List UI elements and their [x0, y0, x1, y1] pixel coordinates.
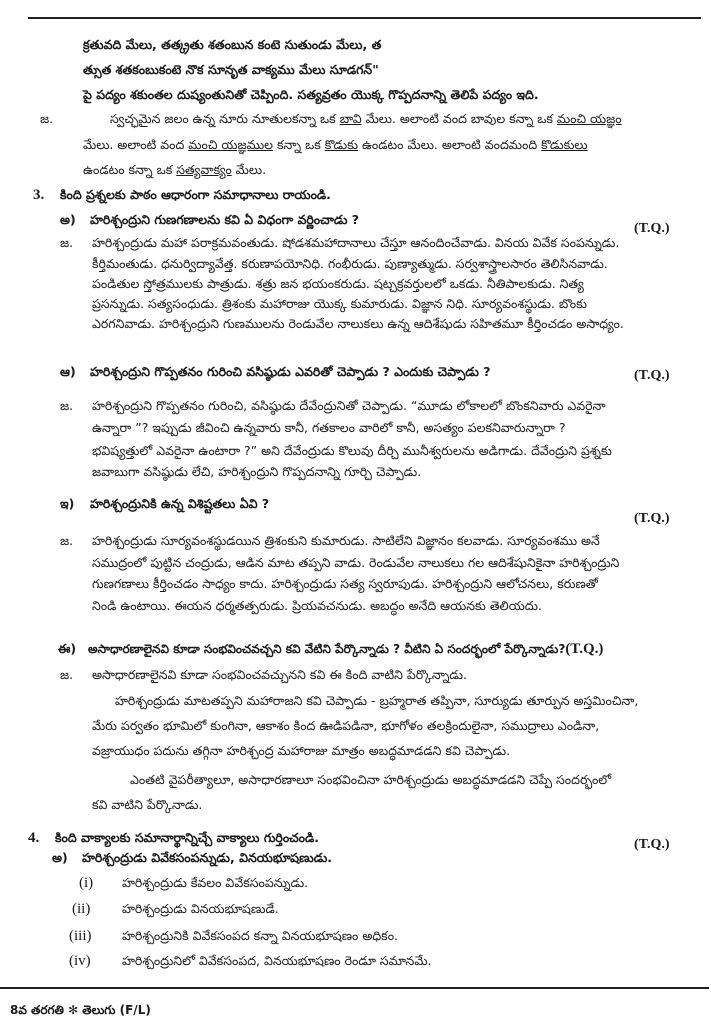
tq-label: (T.Q.) — [634, 221, 670, 236]
answer-marker: జ. — [60, 533, 74, 548]
section-heading: కింది వాక్యాలకు సమానార్థాన్నిచ్చే వాక్యాలు గుర్తించండి. — [55, 830, 320, 845]
meaning-line-2 — [83, 136, 588, 154]
text: మేలు. — [231, 162, 267, 177]
text: మేలు. అలాంటి వంద బావుల కన్నా ఒక — [361, 111, 557, 126]
underlined-word: మంచి యజ్ఞముల — [188, 137, 274, 152]
answer-line: ఎంతటి వైపరీత్యాలూ, అసాధారణాలూ సంభవించినా హరిశ్చంద్రుడు అబద్ధమాడడని చెప్పే సందర్భంలో — [130, 772, 612, 787]
option-label: (ii) — [72, 901, 91, 917]
poem-line-1: క్రతువది మేలు, తత్క్రతు శతంబున కంటె సుతుండు మేలు, త — [83, 37, 382, 52]
answer-line: గుణగణాలు కీర్తించడం సాధ్యం కాదు. హరిశ్చంద్రుడు సత్య స్వరూపుడు. హరిశ్చంద్రుని ఆలోచనలు, కరుణతో — [92, 576, 598, 591]
section-heading: కింది ప్రశ్నలకు పాఠం ఆధారంగా సమాధానాలు రాయండి. — [60, 187, 331, 202]
answer-marker: జ. — [40, 111, 54, 126]
question-number: 4. — [28, 830, 40, 846]
answer-marker: జ. — [60, 667, 74, 682]
text: మేలు. అలాంటి వంద — [83, 137, 189, 152]
answer-line: ఎరగనివాడు. హరిశ్చంద్రుని గుణములను రెండువేల నాలుకలు ఉన్న ఆదిశేషుడు సహితమూ కీర్తించడం అసాధ్యం. — [92, 316, 624, 331]
answer-line: హరిశ్చంద్రుడు సూర్యవంశస్థుడయిన త్రిశంకుని కుమారుడు. సాటిలేని విజ్ఞానం కలవాడు. సూర్యవంశము అనే — [92, 533, 600, 548]
question-text — [88, 640, 603, 658]
question-text: హరిశ్చంద్రుని గొప్పతనం గురించి వసిష్ఠుడు ఎవరితో చెప్పాడు ? ఎందుకు చెప్పాడు ? — [90, 364, 491, 379]
meaning-line-3 — [83, 161, 266, 179]
tq-label: (T.Q.) — [565, 641, 604, 657]
footer-rule — [0, 987, 709, 989]
tq-label: (T.Q.) — [634, 511, 670, 526]
text: కన్నా ఒక — [273, 137, 325, 152]
answer-line: ప్రసన్నుడు. సత్యసంధుడు. త్రిశంకు మహారాజు యొక్క కుమారుడు. విజ్ఞాన నిధి. సూర్యవంశస్థుడు. బొంకు — [92, 296, 587, 311]
answer-line: హరిశ్చంద్రుడు మాటతప్పని మహారాజని కవి చెప్పాడు - బ్రహ్మరాత తప్పినా, సూర్యుడు తూర్పున అస్తమించినా, — [115, 693, 639, 708]
text: ఉండటం మేలు. అలాంటి వందమంది — [357, 137, 542, 152]
tq-label: (T.Q.) — [634, 837, 670, 852]
top-rule — [28, 17, 701, 19]
option-label: (iv) — [69, 953, 91, 969]
answer-line: కవి వాటిని పేర్కొనాడు. — [92, 797, 203, 812]
answer-line: ఉన్నారా ”? ఇప్పుడు జీవించి ఉన్నవారు కానీ, గతకాలం వారిలో కానీ, అసత్యం పలకనివారున్నారా ? — [92, 420, 566, 435]
answer-marker: జ. — [60, 398, 74, 413]
option-label: (i) — [79, 875, 94, 891]
answer-line: పండితుల స్తోత్రములకు పాత్రుడు. శత్రు జన భయంకరుడు. షట్చక్రవర్తులలో ఒకడు. నీతిపాలకుడు. నిత్య — [92, 276, 584, 291]
underlined-word: సత్యవాక్యం — [176, 162, 232, 177]
question-marker: ఆ) — [60, 364, 76, 379]
answer-marker: జ. — [60, 235, 74, 250]
underlined-word: బావి — [339, 111, 362, 126]
poem-explanation: పై పద్యం శకుంతల దుష్యంతునితో చెప్పింది. సత్యవ్రతం యొక్క గొప్పదనాన్ని తెలిపే పద్యం ఇది. — [83, 87, 539, 102]
option-text: హరిశ్చంద్రుడు కేవలం వివేకసంపన్నుడు. — [122, 875, 309, 890]
option-text: హరిశ్చంద్రునికి వివేకసంపద కన్నా వినయభూషణం అధికం. — [122, 928, 399, 943]
option-text: హరిశ్చంద్రునిలో వివేకసంపద, వినయభూషణం రెండూ సమానమే. — [122, 953, 432, 968]
answer-line: జవాబుగా వసిష్ఠుడు లేచి, హరిశ్చంద్రుని గొప్పదనాన్ని గూర్చి చెప్పాడు. — [92, 464, 422, 479]
answer-line: మేరు పర్వతం భూమిలో కుంగినా, ఆకాశం కింద ఊడిపడినా, భూగోళం తలక్రిందులైనా, సముద్రాలు ఎండినా, — [92, 718, 600, 733]
tq-label: (T.Q.) — [634, 368, 670, 383]
text: స్వచ్ఛమైన జలం ఉన్న నూరు నూతులకన్నా ఒక — [110, 111, 340, 126]
answer-line: భవిష్యత్తులో ఎవరైనా ఉంటారా ?” అని దేవేంద్రుడు కొలువు దీర్చి మునీశ్వరులను అడిగాడు. దేవేంద్రుని ప్రశ్నకు — [92, 443, 612, 458]
underlined-word: కొడుకులు — [541, 137, 588, 152]
question-body: అసాధారణాలైనవి కూడా సంభవించవచ్చని కవి వేటిని పేర్కొన్నాడు ? వీటిని ఏ సందర్భంలో పేర్కొన్నాడు? — [88, 642, 566, 656]
poem-line-2: త్సుత శతకంబుకంటె నొక సూనృత వాక్యము మేలు సూడగన్" — [83, 62, 379, 77]
meaning-line-1 — [110, 110, 622, 128]
question-text: హరిశ్చంద్రుని గుణగణాలను కవి ఏ విధంగా వర్ణించాడు ? — [90, 212, 360, 227]
option-label: (iii) — [69, 928, 92, 944]
page-footer: 8వ తరగతి ✻ తెలుగు (F/L) — [10, 1003, 151, 1017]
question-number: 3. — [33, 187, 45, 203]
answer-line: వజ్రాయుధం పదును తగ్గినా హరిశ్చంద్ర మహారాజు మాత్రం అబద్ధమాడడని కవి చెప్పాడు. — [92, 743, 511, 758]
question-text: హరిశ్చంద్రునికి ఉన్న విశిష్టతలు ఏవి ? — [90, 496, 270, 511]
text: ఉండటం కన్నా ఒక — [83, 162, 177, 177]
underlined-word: కొడుకు — [324, 137, 358, 152]
answer-line: సముద్రంలో పుట్టిన చంద్రుడు, ఆడిన మాట తప్పని వాడు. రెండువేల నాలుకలు గల ఆదిశేషునికైనా హరిశ్చంద్రుని — [92, 555, 620, 570]
answer-line: నిండి ఉంటాయి. ఈయన ధర్మతత్పరుడు. ప్రియవచనుడు. అబద్ధం అనేది ఆయనకు తెలియదు. — [92, 598, 542, 613]
question-marker: ఈ) — [58, 641, 77, 656]
answer-line: హరిశ్చంద్రుని గొప్పతనం గురించి, వసిష్ఠుడు దేవేంద్రునితో చెప్పాడు. “మూడు లోకాలలో బొంకనివారు ఎవరైనా — [92, 398, 606, 413]
answer-line: కీర్తిమంతుడు. ధనుర్విద్యావేత్త. కరుణాపయోనిధి. గంభీరుడు. పుణ్యాత్ముడు. సర్వశాస్త్రాలసారం తెలిసినవాడు. — [92, 256, 608, 271]
answer-line: హరిశ్చంద్రుడు మహా పరాక్రమవంతుడు. షోడశమహాదానాలు చేస్తూ ఆనందించేవాడు. వినయ వివేక సంపన్నుడు. — [92, 235, 620, 250]
question-marker: అ) — [60, 212, 76, 227]
underlined-word: మంచి యజ్ఞం — [556, 111, 622, 126]
answer-line: అసాధారణాలైనవి కూడా సంభవించవచ్చునని కవి ఈ కింది వాటిని పేర్కొన్నాడు. — [92, 667, 467, 682]
question-sentence: హరిశ్చంద్రుడు వివేకసంపన్నుడు, వినయభూషణుడు. — [82, 850, 333, 865]
question-marker: ఇ) — [60, 496, 75, 511]
question-marker: అ) — [52, 850, 68, 865]
option-text: హరిశ్చంద్రుడు వినయభూషణుడే. — [122, 901, 279, 916]
